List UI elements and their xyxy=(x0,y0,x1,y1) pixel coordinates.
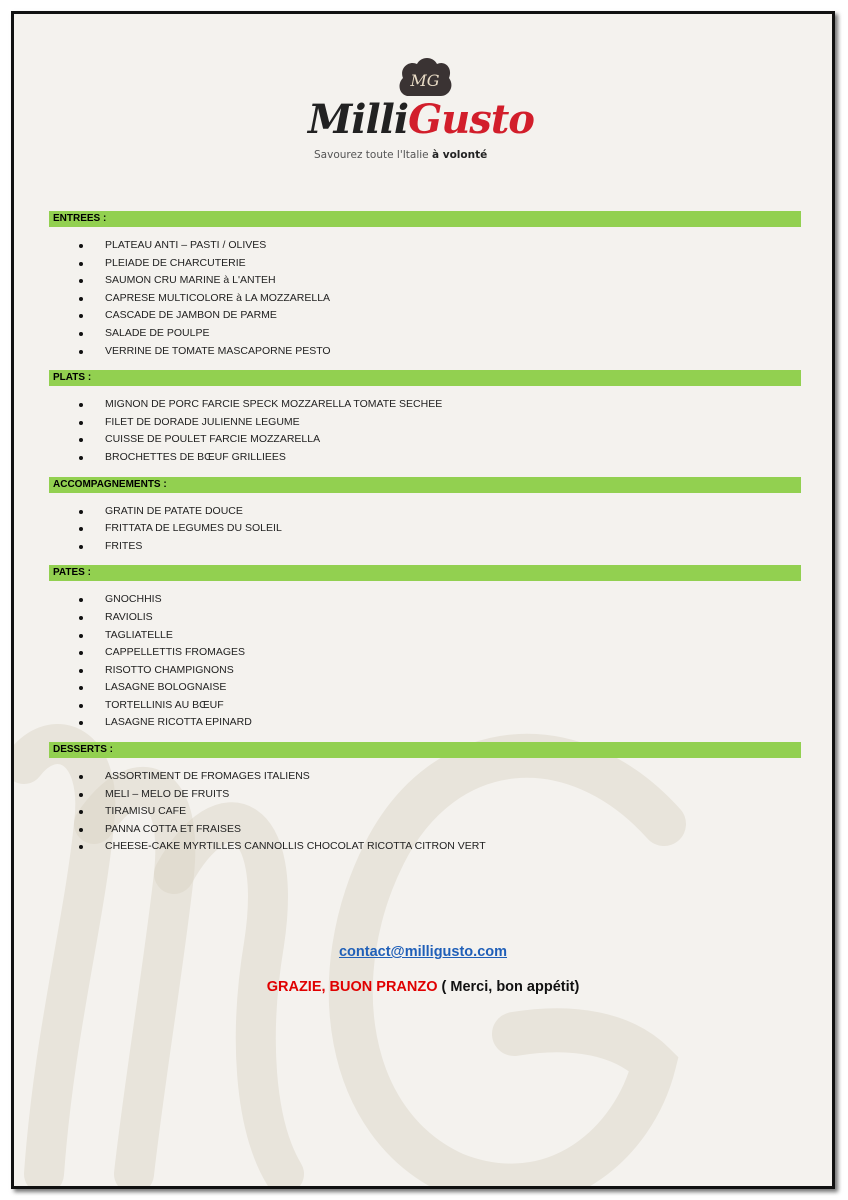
menu-item: CHEESE-CAKE MYRTILLES CANNOLLIS CHOCOLAT RICOTTA CITRON VERT xyxy=(49,838,801,856)
menu-item: VERRINE DE TOMATE MASCAPORNE PESTO xyxy=(49,343,801,361)
menu-item: FRITES xyxy=(49,538,801,556)
closing-french: ( Merci, bon appétit) xyxy=(437,979,580,995)
menu-item: FILET DE DORADE JULIENNE LEGUME xyxy=(49,414,801,432)
chef-hat-badge-icon xyxy=(397,56,453,100)
menu-item: RISOTTO CHAMPIGNONS xyxy=(49,662,801,680)
menu-item: CAPRESE MULTICOLORE à LA MOZZARELLA xyxy=(49,290,801,308)
closing-italian: GRAZIE, BUON PRANZO xyxy=(266,979,438,995)
menu-item: PANNA COTTA ET FRAISES xyxy=(49,821,801,839)
menu-item: TIRAMISU CAFE xyxy=(49,803,801,821)
brand-name xyxy=(308,96,534,144)
closing-message xyxy=(14,979,832,995)
menu-item: TORTELLINIS AU BŒUF xyxy=(49,697,801,715)
menu-item-list xyxy=(49,503,801,556)
menu-item: SALADE DE POULPE xyxy=(49,325,801,343)
contact-line xyxy=(14,944,832,960)
menu-item: ASSORTIMENT DE FROMAGES ITALIENS xyxy=(49,768,801,786)
menu-item: GRATIN DE PATATE DOUCE xyxy=(49,503,801,521)
brand-name-milli: Milli xyxy=(308,96,409,143)
contact-email-link[interactable]: contact@milligusto.com xyxy=(338,944,508,960)
section-header: DESSERTS : xyxy=(49,742,801,758)
menu-item: PLEIADE DE CHARCUTERIE xyxy=(49,255,801,273)
tagline-bold: à volonté xyxy=(432,149,488,161)
menu-item-list xyxy=(49,591,801,732)
menu-item: TAGLIATELLE xyxy=(49,627,801,645)
menu-item: PLATEAU ANTI – PASTI / OLIVES xyxy=(49,237,801,255)
milligusto-logo xyxy=(304,54,544,174)
section-header: ACCOMPAGNEMENTS : xyxy=(49,477,801,493)
section-header: ENTREES : xyxy=(49,211,801,227)
menu-item: GNOCHHIS xyxy=(49,591,801,609)
menu-item: LASAGNE BOLOGNAISE xyxy=(49,679,801,697)
section-header: PATES : xyxy=(49,565,801,581)
menu-item: MIGNON DE PORC FARCIE SPECK MOZZARELLA TOMATE SECHEE xyxy=(49,396,801,414)
menu-sections xyxy=(49,211,801,856)
menu-item-list xyxy=(49,237,801,360)
brand-name-gusto: Gusto xyxy=(408,96,534,143)
menu-item: LASAGNE RICOTTA EPINARD xyxy=(49,714,801,732)
menu-item: CASCADE DE JAMBON DE PARME xyxy=(49,307,801,325)
tagline-regular: Savourez toute l'Italie xyxy=(314,149,429,161)
section-header: PLATS : xyxy=(49,370,801,386)
menu-item-list xyxy=(49,768,801,856)
brand-tagline xyxy=(314,149,487,161)
menu-item-list xyxy=(49,396,801,466)
menu-item: FRITTATA DE LEGUMES DU SOLEIL xyxy=(49,520,801,538)
menu-item: CAPPELLETTIS FROMAGES xyxy=(49,644,801,662)
menu-item: CUISSE DE POULET FARCIE MOZZARELLA xyxy=(49,431,801,449)
menu-item: RAVIOLIS xyxy=(49,609,801,627)
menu-item: SAUMON CRU MARINE à L'ANTEH xyxy=(49,272,801,290)
menu-page xyxy=(11,11,835,1189)
menu-item: MELI – MELO DE FRUITS xyxy=(49,786,801,804)
logo-badge-text: MG xyxy=(410,71,440,90)
menu-item: BROCHETTES DE BŒUF GRILLIEES xyxy=(49,449,801,467)
